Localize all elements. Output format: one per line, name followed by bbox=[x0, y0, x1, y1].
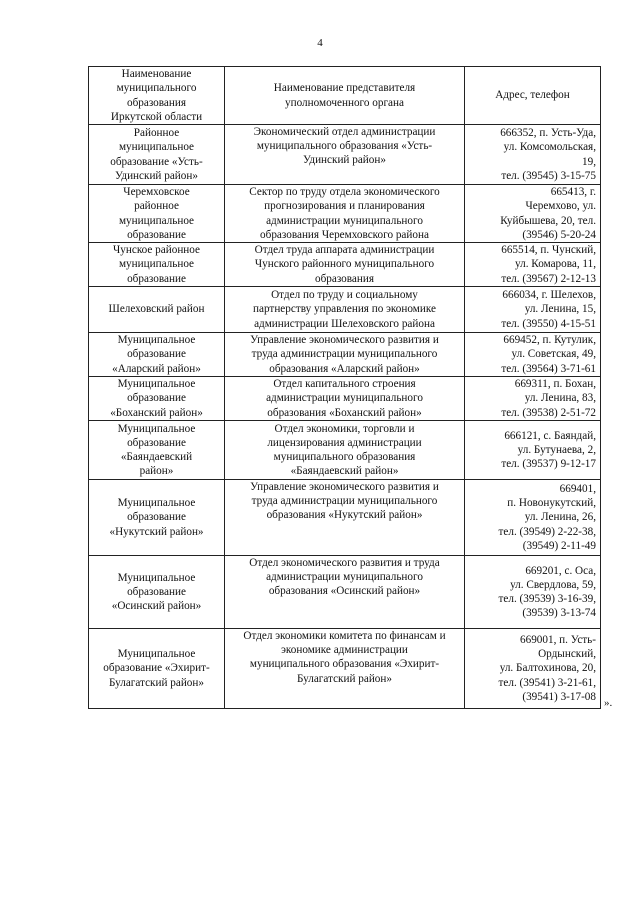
representative-cell: Управление экономического развития и труда администрации муниципального образования «Нукутский район» bbox=[225, 480, 465, 556]
table-row bbox=[89, 125, 601, 185]
table-row bbox=[89, 629, 601, 709]
representative-cell: Отдел экономического развития и труда администрации муниципального образования «Осинский район» bbox=[225, 556, 465, 629]
municipality-cell: Муниципальное образование «Аларский район» bbox=[89, 333, 225, 377]
header-municipality: Наименование муниципального образования Иркутской области bbox=[89, 67, 225, 125]
page-number: 4 bbox=[317, 37, 323, 49]
address-cell: 665413, г. Черемхово, ул. Куйбышева, 20, тел. (39546) 5-20-24 bbox=[465, 185, 601, 243]
representative-cell: Отдел экономики, торговли и лицензирования администрации муниципального образования «Баяндаевский район» bbox=[225, 421, 465, 480]
address-cell: 666352, п. Усть-Уда, ул. Комсомольская, 19, тел. (39545) 3-15-75 bbox=[465, 125, 601, 185]
address-cell: 669201, с. Оса, ул. Свердлова, 59, тел. (39539) 3-16-39, (39539) 3-13-74 bbox=[465, 556, 601, 629]
address-cell: 669452, п. Кутулик, ул. Советская, 49, тел. (39564) 3-71-61 bbox=[465, 333, 601, 377]
table-row bbox=[89, 185, 601, 243]
address-cell: 669401, п. Новонукутский, ул. Ленина, 26, тел. (39549) 2-22-38, (39549) 2-11-49 bbox=[465, 480, 601, 556]
table-row bbox=[89, 377, 601, 421]
municipality-cell: Муниципальное образование «Нукутский район» bbox=[89, 480, 225, 556]
table-row bbox=[89, 333, 601, 377]
address-cell: 666034, г. Шелехов, ул. Ленина, 15, тел. (39550) 4-15-51 bbox=[465, 287, 601, 333]
address-cell: 666121, с. Баяндай, ул. Бутунаева, 2, тел. (39537) 9-12-17 bbox=[465, 421, 601, 480]
municipality-cell: Муниципальное образование «Баяндаевский район» bbox=[89, 421, 225, 480]
table-row bbox=[89, 421, 601, 480]
representative-cell: Отдел капитального строения администрации муниципального образования «Боханский район» bbox=[225, 377, 465, 421]
table-row bbox=[89, 480, 601, 556]
representative-cell: Управление экономического развития и труда администрации муниципального образования «Аларский район» bbox=[225, 333, 465, 377]
representative-cell: Отдел труда аппарата администрации Чунского районного муниципального образования bbox=[225, 243, 465, 287]
table-header-row bbox=[89, 67, 601, 125]
header-address: Адрес, телефон bbox=[465, 67, 601, 125]
municipality-cell: Черемховское районное муниципальное образование bbox=[89, 185, 225, 243]
representative-cell: Сектор по труду отдела экономического прогнозирования и планирования администрации муниципального образования Черемховского района bbox=[225, 185, 465, 243]
municipality-cell: Муниципальное образование «Осинский район» bbox=[89, 556, 225, 629]
municipality-cell: Шелеховский район bbox=[89, 287, 225, 333]
representatives-table bbox=[88, 66, 601, 709]
address-cell: 669311, п. Бохан, ул. Ленина, 83, тел. (39538) 2-51-72 bbox=[465, 377, 601, 421]
municipality-cell: Муниципальное образование «Эхирит- Булагатский район» bbox=[89, 629, 225, 709]
address-cell: 665514, п. Чунский, ул. Комарова, 11, тел. (39567) 2-12-13 bbox=[465, 243, 601, 287]
municipality-cell: Чунское районное муниципальное образование bbox=[89, 243, 225, 287]
header-representative: Наименование представителя уполномоченного органа bbox=[225, 67, 465, 125]
closing-quote-mark: ». bbox=[604, 697, 613, 709]
municipality-cell: Районное муниципальное образование «Усть- Удинский район» bbox=[89, 125, 225, 185]
municipality-cell: Муниципальное образование «Боханский район» bbox=[89, 377, 225, 421]
table-row bbox=[89, 287, 601, 333]
representative-cell: Экономический отдел администрации муниципального образования «Усть- Удинский район» bbox=[225, 125, 465, 185]
representative-cell: Отдел по труду и социальному партнерству управления по экономике администрации Шелеховского района bbox=[225, 287, 465, 333]
representative-cell: Отдел экономики комитета по финансам и экономике администрации муниципального образования «Эхирит- Булагатский район» bbox=[225, 629, 465, 709]
address-cell: 669001, п. Усть- Ордынский, ул. Балтохинова, 20, тел. (39541) 3-21-61, (39541) 3-17-08 bbox=[465, 629, 601, 709]
table-row bbox=[89, 243, 601, 287]
table-row bbox=[89, 556, 601, 629]
